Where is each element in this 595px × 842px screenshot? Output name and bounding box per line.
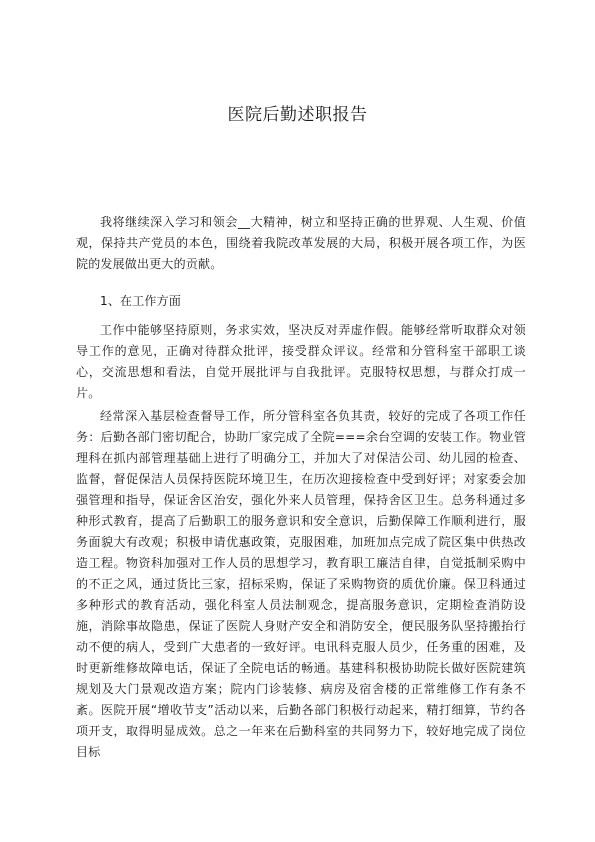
paragraph-intro: 我将继续深入学习和领会__大精神，树立和坚持正确的世界观、人生观、价值观，保持共产党员的本色，围绕着我院改革发展的大局，积极开展各项工作，为医院的发展做出更大的贡献。 <box>76 215 526 271</box>
paragraph-inspection: 经常深入基层检查督导工作，所分管科室各负其责，较好的完成了各项工作任务：后勤各部门密切配合，协助厂家完成了全院===余台空调的安装工作。物业管理科在抓内部管理基础上进行了明确分工，并加大了对保洁公司、幼儿园的检查、监督，督促保洁人员保持医院环境卫生，在历次迎接检查中受到好评；对家委会加强管理和指导，保证舍区治安，强化外来人员管理，保持舍区卫生。总务科通过多种形式教育，提高了后勤职工的服务意识和安全意识，后勤保障工作顺利进行，服务面貌大有改观；积极申请优惠政策，克服困难，加班加点完成了院区集中供热改造工程。物资科加强对工作人员的思想学习，教育职工廉洁自律，自觉抵制采购中的不正之风，通过货比三家，招标采购，保证了采购物资的质优价廉。保卫科通过多种形式的教育活动，强化科室人员法制观念，提高服务意识，定期检查消防设施，消除事故隐患，保证了医院人身财产安全和消防安全，便民服务队坚持搬抬行动不便的病人，受到广大患者的一致好评。电讯科克服人员少，任务重的困难，及时更新维修故障电话，保证了全院电话的畅通。基建科积极协助院长做好医院建筑规划及大门景观改造方案；院内门诊装修、病房及宿舍楼的正常维修工作有条不紊。医院开展“增收节支”活动以来，后勤各部门积极行动起来，精打细算，节约各项开支，取得明显成效。总之一年来在后勤科室的共同努力下，较好地完成了岗位目标 <box>76 409 526 759</box>
document-title: 医院后勤述职报告 <box>227 105 368 125</box>
paragraph-work-attitude: 工作中能够坚持原则，务求实效，坚决反对弄虚作假。能够经常听取群众对领导工作的意见，正确对待群众批评，接受群众评议。经常和分管科室干部职工谈心，交流思想和看法，自觉开展批评与自我批评。克服特权思想，与群众打成一片。 <box>76 323 526 400</box>
section-heading: 1、在工作方面 <box>100 294 182 308</box>
